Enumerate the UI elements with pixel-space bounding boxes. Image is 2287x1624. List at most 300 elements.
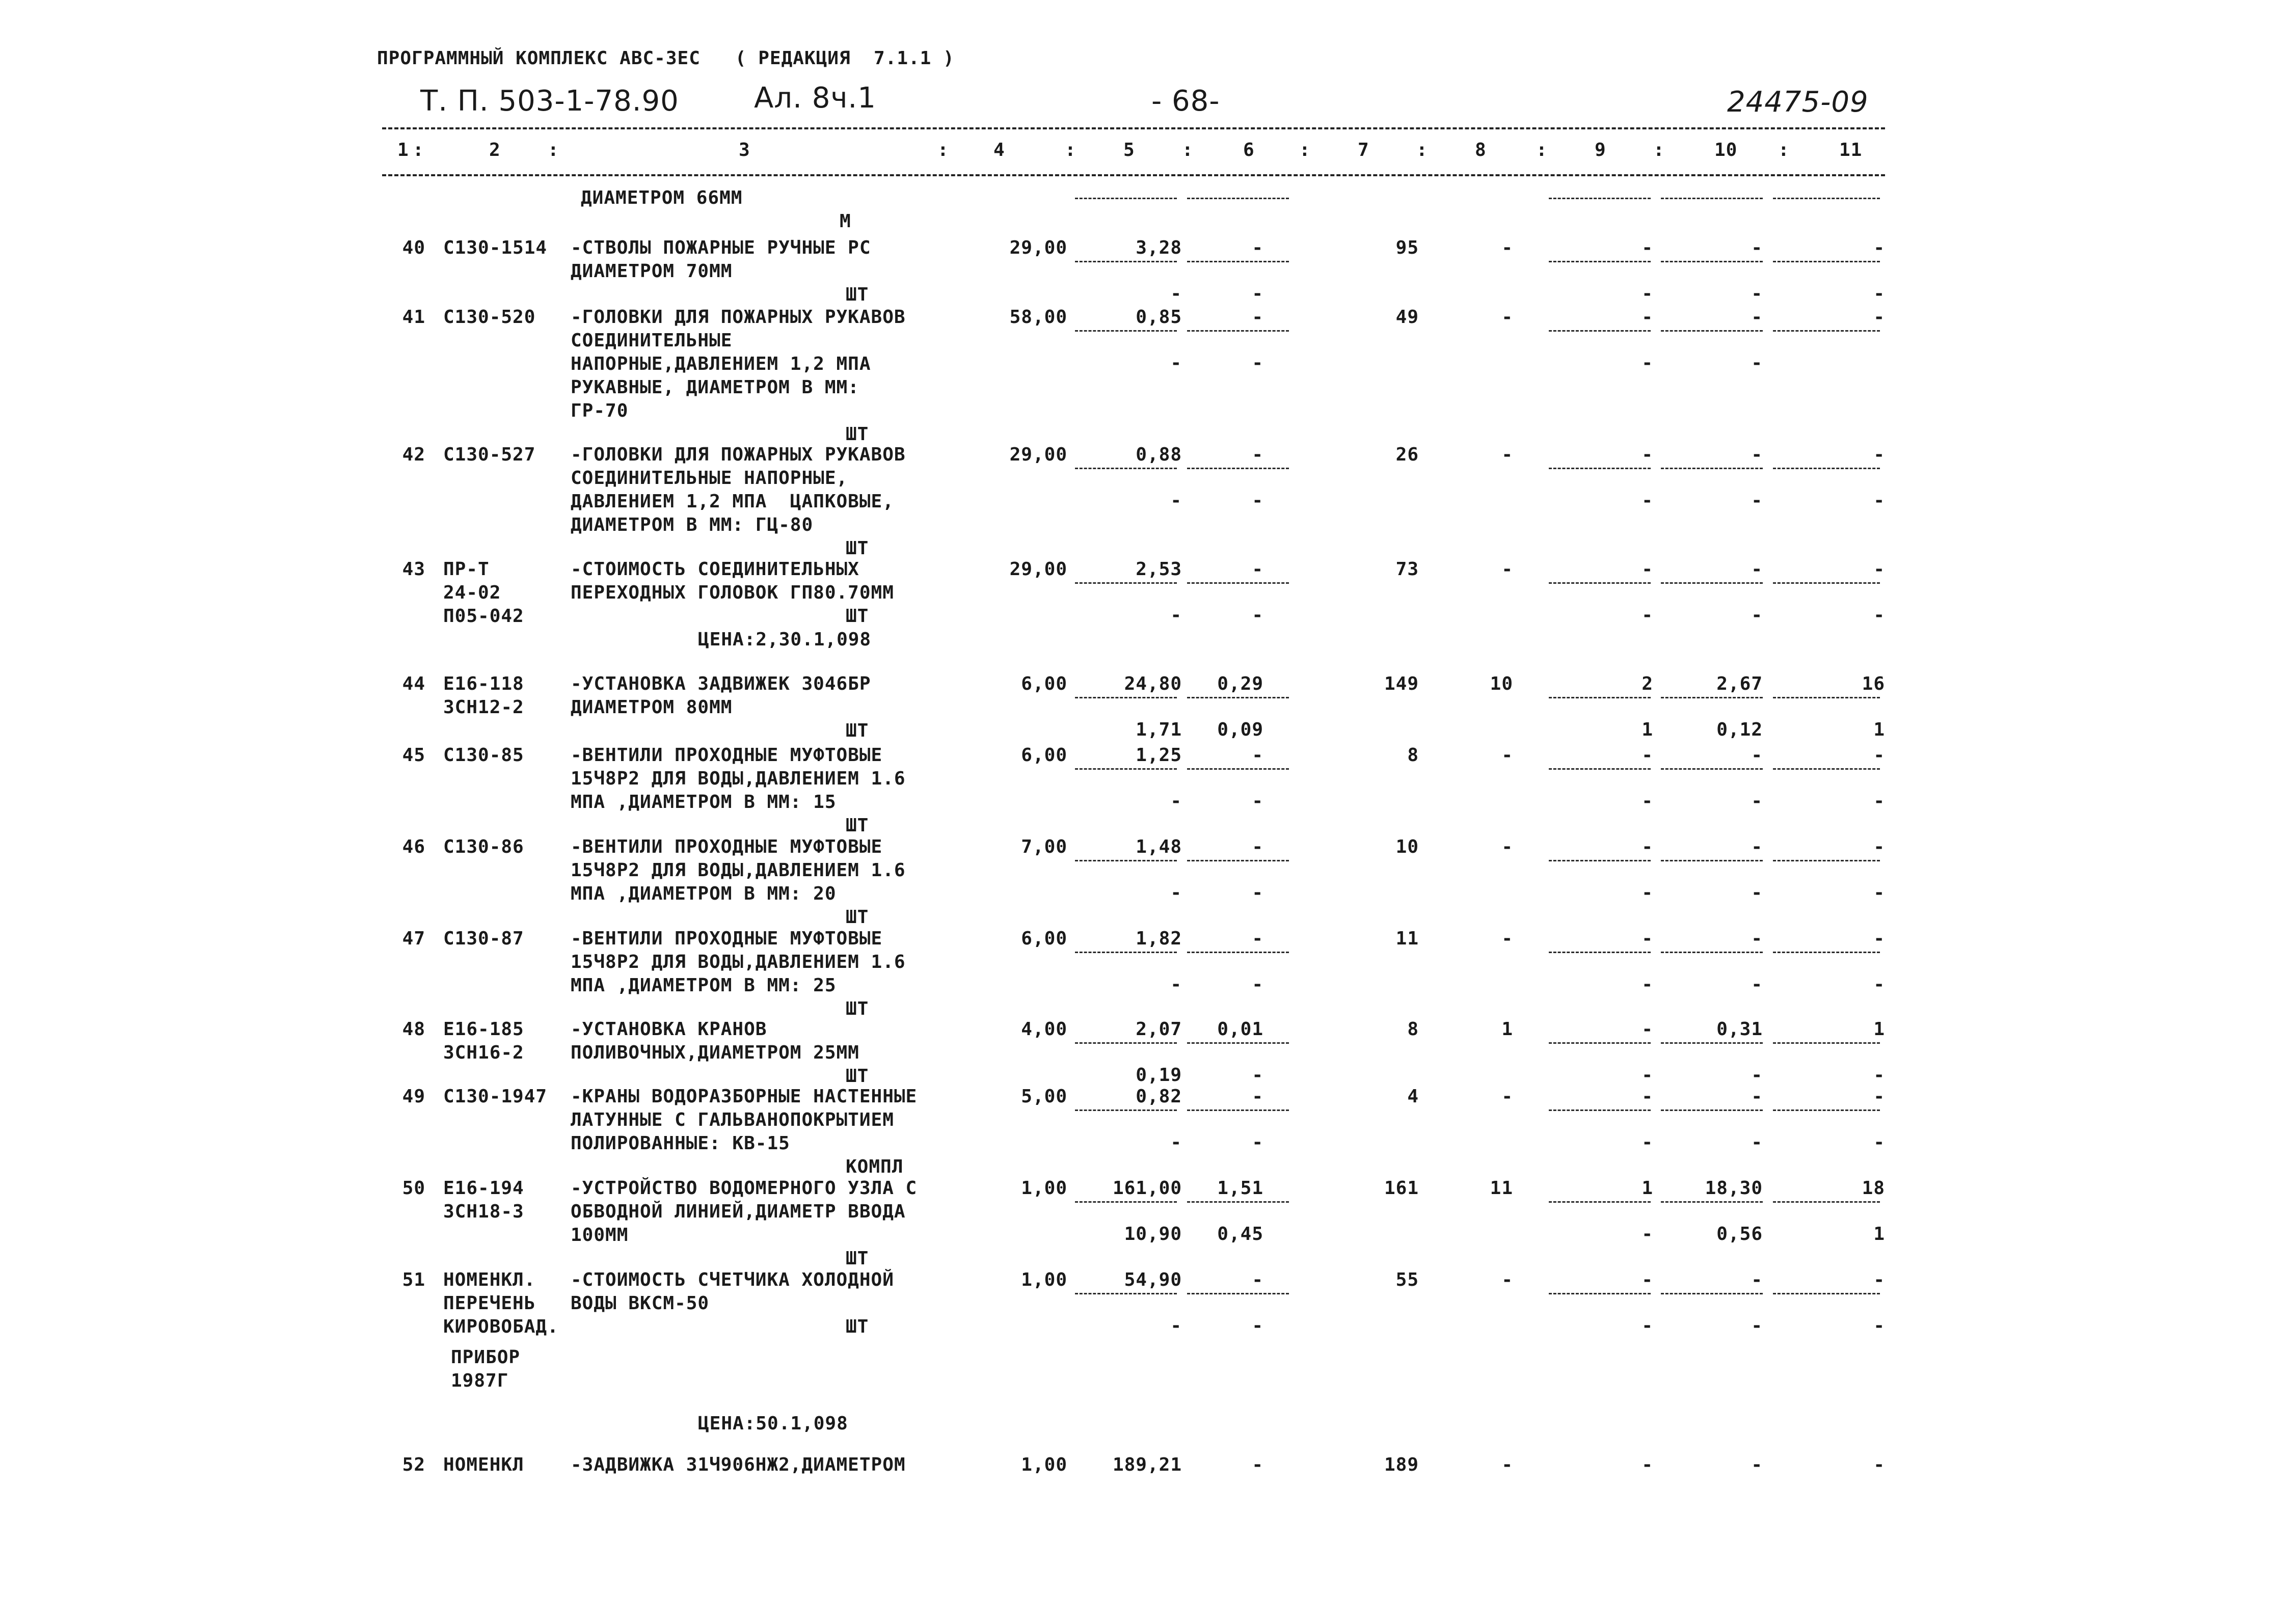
row-unit: ШТ bbox=[846, 284, 869, 305]
cell-sub11: - bbox=[1873, 974, 1885, 995]
cell-sub10: - bbox=[1751, 791, 1763, 811]
row-code: Е16-194 bbox=[443, 1178, 524, 1199]
column-separator: : bbox=[1065, 140, 1077, 160]
cell-dash-rule bbox=[1075, 330, 1177, 332]
row-unit: ШТ bbox=[846, 1066, 869, 1087]
row-unit: ШТ bbox=[846, 606, 869, 627]
cell-c6: 0,01 bbox=[1217, 1019, 1263, 1040]
cell-c11: - bbox=[1873, 559, 1885, 580]
column-separator: : bbox=[1416, 140, 1428, 160]
cell-dash-rule bbox=[1549, 768, 1651, 770]
cell-dash-rule bbox=[1773, 330, 1880, 332]
cell-dash-rule bbox=[1661, 330, 1763, 332]
cell-c11: - bbox=[1873, 928, 1885, 949]
column-separator: : bbox=[1778, 140, 1790, 160]
cell-c7: 161 bbox=[1384, 1178, 1419, 1199]
row-code: С130-87 bbox=[443, 928, 524, 949]
row-description: ПЕРЕХОДНЫХ ГОЛОВОК ГП80.70ММ bbox=[571, 582, 894, 603]
cell-sub6: - bbox=[1252, 353, 1263, 373]
cell-c6: - bbox=[1252, 928, 1263, 949]
cell-c11: - bbox=[1873, 836, 1885, 857]
cell-c5: 54,90 bbox=[1124, 1269, 1182, 1290]
cell-sub6: - bbox=[1252, 283, 1263, 304]
cell-dash-rule bbox=[1187, 860, 1289, 861]
row-unit: ШТ bbox=[846, 815, 869, 836]
cell-c10: 0,31 bbox=[1716, 1019, 1763, 1040]
cell-sub9: 1 bbox=[1642, 719, 1653, 740]
row-number: 42 bbox=[402, 444, 425, 465]
row-number: 44 bbox=[402, 673, 425, 694]
cell-c10: - bbox=[1751, 559, 1763, 580]
cell-sub11: 1 bbox=[1873, 719, 1885, 740]
cell-sub11: - bbox=[1873, 1065, 1885, 1086]
cell-dash-rule bbox=[1075, 768, 1177, 770]
cell-sub5: - bbox=[1170, 1315, 1182, 1336]
cell-dash-rule bbox=[1075, 582, 1177, 584]
column-separator: : bbox=[548, 140, 559, 160]
row-description: 15Ч8Р2 ДЛЯ ВОДЫ,ДАВЛЕНИЕМ 1.6 bbox=[571, 768, 906, 789]
cell-c9: - bbox=[1642, 836, 1653, 857]
row-code: 3СН12-2 bbox=[443, 697, 524, 718]
cell-dash-rule bbox=[1773, 1293, 1880, 1294]
column-number: 10 bbox=[1714, 140, 1738, 160]
cell-sub5: - bbox=[1170, 605, 1182, 626]
cell-dash-rule bbox=[1187, 697, 1289, 698]
cell-dash-rule bbox=[1661, 1201, 1763, 1203]
row-unit: ШТ bbox=[846, 538, 869, 559]
cell-sub11: - bbox=[1873, 1132, 1885, 1153]
row-number: 52 bbox=[402, 1454, 425, 1475]
cell-sub9: - bbox=[1642, 605, 1653, 626]
cell-c7: 95 bbox=[1395, 237, 1419, 258]
cell-c7: 8 bbox=[1407, 1019, 1419, 1040]
row-number: 51 bbox=[402, 1269, 425, 1290]
cell-sub10: - bbox=[1751, 605, 1763, 626]
cell-dash-rule bbox=[1075, 860, 1177, 861]
cell-c9: 1 bbox=[1642, 1178, 1653, 1199]
cell-c5: 3,28 bbox=[1136, 237, 1182, 258]
cell-c9: - bbox=[1642, 745, 1653, 766]
cell-qty: 1,00 bbox=[1021, 1178, 1067, 1199]
row-description: -СТОИМОСТЬ СЧЕТЧИКА ХОЛОДНОЙ bbox=[571, 1269, 894, 1290]
cell-dash-rule bbox=[1187, 1293, 1289, 1294]
cell-c8: - bbox=[1501, 444, 1513, 465]
cell-c10: - bbox=[1751, 1086, 1763, 1107]
row-description: ДИАМЕТРОМ 70ММ bbox=[571, 261, 733, 282]
cell-sub5: - bbox=[1170, 353, 1182, 373]
cell-dash-rule bbox=[1187, 468, 1289, 469]
row-code: Е16-118 bbox=[443, 673, 524, 694]
cell-c9: - bbox=[1642, 1269, 1653, 1290]
column-separator: : bbox=[937, 140, 949, 160]
cell-dash-rule bbox=[1773, 582, 1880, 584]
cell-sub9: - bbox=[1642, 974, 1653, 995]
doc-code: Т. П. 503-1-78.90 bbox=[420, 85, 679, 118]
cell-dash-rule bbox=[1661, 261, 1763, 262]
row-code: 24-02 bbox=[443, 582, 501, 603]
cell-dash-rule bbox=[1187, 1109, 1289, 1111]
row-description: 15Ч8Р2 ДЛЯ ВОДЫ,ДАВЛЕНИЕМ 1.6 bbox=[571, 860, 906, 881]
row-description: РУКАВНЫЕ, ДИАМЕТРОМ В ММ: bbox=[571, 377, 859, 398]
row-number: 49 bbox=[402, 1086, 425, 1107]
cell-sub11: - bbox=[1873, 605, 1885, 626]
row-description: -ВЕНТИЛИ ПРОХОДНЫЕ МУФТОВЫЕ bbox=[571, 928, 883, 949]
cell-dash-rule bbox=[1187, 330, 1289, 332]
row-description: ВОДЫ ВКСМ-50 bbox=[571, 1293, 710, 1314]
cell-sub9: - bbox=[1642, 490, 1653, 511]
cell-c8: - bbox=[1501, 1454, 1513, 1475]
cell-sub10: - bbox=[1751, 974, 1763, 995]
cell-c8: 11 bbox=[1490, 1178, 1513, 1199]
row-description: -ВЕНТИЛИ ПРОХОДНЫЕ МУФТОВЫЕ bbox=[571, 836, 883, 857]
cell-sub5: - bbox=[1170, 283, 1182, 304]
column-separator: : bbox=[1653, 140, 1665, 160]
cell-c9: - bbox=[1642, 1086, 1653, 1107]
page-number: - 68- bbox=[1151, 85, 1220, 118]
row-price: ЦЕНА:2,30.1,098 bbox=[698, 629, 872, 650]
cell-c7: 26 bbox=[1395, 444, 1419, 465]
row-description: -ГОЛОВКИ ДЛЯ ПОЖАРНЫХ РУКАВОВ bbox=[571, 444, 906, 465]
cell-c11: - bbox=[1873, 237, 1885, 258]
column-number: 5 bbox=[1123, 140, 1135, 160]
row-code: 3СН18-3 bbox=[443, 1201, 524, 1222]
cell-dash-rule bbox=[1773, 860, 1880, 861]
cell-c11: - bbox=[1873, 444, 1885, 465]
row-code: П05-042 bbox=[443, 606, 524, 627]
cell-qty: 5,00 bbox=[1021, 1086, 1067, 1107]
carry-over-dash bbox=[1549, 198, 1651, 199]
cell-c11: - bbox=[1873, 1454, 1885, 1475]
row-unit: ШТ bbox=[846, 998, 869, 1019]
cell-sub6: - bbox=[1252, 605, 1263, 626]
cell-sub10: - bbox=[1751, 353, 1763, 373]
cell-dash-rule bbox=[1661, 952, 1763, 953]
cell-c7: 11 bbox=[1395, 928, 1419, 949]
row-number: 40 bbox=[402, 237, 425, 258]
cell-sub6: 0,45 bbox=[1217, 1224, 1263, 1244]
cell-sub5: - bbox=[1170, 791, 1182, 811]
cell-dash-rule bbox=[1549, 1109, 1651, 1111]
row-description: НАПОРНЫЕ,ДАВЛЕНИЕМ 1,2 МПА bbox=[571, 354, 871, 374]
carry-over-dash bbox=[1187, 198, 1289, 199]
cell-dash-rule bbox=[1187, 582, 1289, 584]
cell-c8: - bbox=[1501, 559, 1513, 580]
cell-c9: - bbox=[1642, 1454, 1653, 1475]
cell-qty: 4,00 bbox=[1021, 1019, 1067, 1040]
cell-sub9: - bbox=[1642, 283, 1653, 304]
cell-dash-rule bbox=[1187, 1042, 1289, 1044]
row-description: ДИАМЕТРОМ В ММ: ГЦ-80 bbox=[571, 515, 814, 535]
row-number: 46 bbox=[402, 836, 425, 857]
row-code: КИРОВОБАД. bbox=[443, 1316, 559, 1337]
cell-c9: - bbox=[1642, 1019, 1653, 1040]
cell-c7: 10 bbox=[1395, 836, 1419, 857]
row-code: ПР-Т bbox=[443, 559, 490, 580]
row-description: МПА ,ДИАМЕТРОМ В ММ: 15 bbox=[571, 792, 837, 813]
column-separator: : bbox=[1536, 140, 1548, 160]
cell-sub11: - bbox=[1873, 490, 1885, 511]
cell-dash-rule bbox=[1773, 261, 1880, 262]
cell-qty: 29,00 bbox=[1009, 444, 1067, 465]
cell-sub11: - bbox=[1873, 882, 1885, 903]
cell-c10: - bbox=[1751, 444, 1763, 465]
column-separator: : bbox=[1182, 140, 1194, 160]
row-code: С130-520 bbox=[443, 307, 536, 328]
column-number: 3 bbox=[739, 140, 750, 160]
archive-number: 24475-09 bbox=[1727, 86, 1869, 119]
row-extra-note: 1987Г bbox=[451, 1370, 509, 1391]
row-number: 43 bbox=[402, 559, 425, 580]
row-unit: ШТ bbox=[846, 424, 869, 445]
cell-c10: - bbox=[1751, 237, 1763, 258]
carry-over-text: ДИАМЕТРОМ 66ММ bbox=[581, 187, 743, 208]
cell-c10: - bbox=[1751, 745, 1763, 766]
cell-sub10: 0,56 bbox=[1716, 1224, 1763, 1244]
cell-qty: 1,00 bbox=[1021, 1269, 1067, 1290]
cell-c6: - bbox=[1252, 307, 1263, 328]
row-code: С130-85 bbox=[443, 745, 524, 766]
row-extra-note: ПРИБОР bbox=[451, 1347, 521, 1368]
row-code: С130-86 bbox=[443, 836, 524, 857]
row-unit: ШТ bbox=[846, 1248, 869, 1269]
cell-sub11: - bbox=[1873, 1315, 1885, 1336]
cell-c8: 10 bbox=[1490, 673, 1513, 694]
row-number: 45 bbox=[402, 745, 425, 766]
cell-c7: 55 bbox=[1395, 1269, 1419, 1290]
cell-c6: 1,51 bbox=[1217, 1178, 1263, 1199]
row-description: ПОЛИВОЧНЫХ,ДИАМЕТРОМ 25ММ bbox=[571, 1042, 859, 1063]
cell-c10: 18,30 bbox=[1705, 1178, 1763, 1199]
row-code: НОМЕНКЛ. bbox=[443, 1269, 536, 1290]
cell-dash-rule bbox=[1075, 1201, 1177, 1203]
cell-c11: - bbox=[1873, 1086, 1885, 1107]
column-number: 7 bbox=[1358, 140, 1369, 160]
cell-c5: 0,85 bbox=[1136, 307, 1182, 328]
cell-c6: 0,29 bbox=[1217, 673, 1263, 694]
cell-qty: 7,00 bbox=[1021, 836, 1067, 857]
row-number: 50 bbox=[402, 1178, 425, 1199]
cell-sub6: - bbox=[1252, 490, 1263, 511]
row-code: 3СН16-2 bbox=[443, 1042, 524, 1063]
cell-c11: - bbox=[1873, 1269, 1885, 1290]
cell-c11: - bbox=[1873, 745, 1885, 766]
cell-dash-rule bbox=[1773, 697, 1880, 698]
row-code: С130-1947 bbox=[443, 1086, 548, 1107]
cell-sub9: - bbox=[1642, 791, 1653, 811]
cell-sub6: 0,09 bbox=[1217, 719, 1263, 740]
cell-sub6: - bbox=[1252, 1065, 1263, 1086]
row-description: СОЕДИНИТЕЛЬНЫЕ НАПОРНЫЕ, bbox=[571, 468, 848, 489]
cell-sub10: - bbox=[1751, 882, 1763, 903]
cell-sub10: - bbox=[1751, 1132, 1763, 1153]
cell-qty: 1,00 bbox=[1021, 1454, 1067, 1475]
cell-dash-rule bbox=[1661, 1042, 1763, 1044]
cell-dash-rule bbox=[1773, 952, 1880, 953]
row-description: ГР-70 bbox=[571, 400, 629, 421]
cell-c6: - bbox=[1252, 444, 1263, 465]
cell-qty: 29,00 bbox=[1009, 237, 1067, 258]
row-number: 48 bbox=[402, 1019, 425, 1040]
cell-sub9: - bbox=[1642, 353, 1653, 373]
cell-c6: - bbox=[1252, 559, 1263, 580]
cell-dash-rule bbox=[1187, 261, 1289, 262]
cell-dash-rule bbox=[1773, 1042, 1880, 1044]
column-number: 2 bbox=[489, 140, 501, 160]
cell-sub11: - bbox=[1873, 791, 1885, 811]
cell-c8: 1 bbox=[1501, 1019, 1513, 1040]
row-description: ОБВОДНОЙ ЛИНИЕЙ,ДИАМЕТР ВВОДА bbox=[571, 1201, 906, 1222]
cell-c10: - bbox=[1751, 836, 1763, 857]
cell-c11: 1 bbox=[1873, 1019, 1885, 1040]
cell-c10: - bbox=[1751, 928, 1763, 949]
cell-c8: - bbox=[1501, 928, 1513, 949]
cell-sub11: - bbox=[1873, 283, 1885, 304]
cell-dash-rule bbox=[1661, 1293, 1763, 1294]
column-separator: : bbox=[413, 140, 424, 160]
cell-c8: - bbox=[1501, 1086, 1513, 1107]
cell-c9: - bbox=[1642, 559, 1653, 580]
cell-c7: 73 bbox=[1395, 559, 1419, 580]
cell-dash-rule bbox=[1549, 1293, 1651, 1294]
cell-sub5: - bbox=[1170, 974, 1182, 995]
cell-dash-rule bbox=[1549, 860, 1651, 861]
cell-c11: 16 bbox=[1862, 673, 1885, 694]
cell-sub6: - bbox=[1252, 974, 1263, 995]
cell-c8: - bbox=[1501, 237, 1513, 258]
row-description: ДАВЛЕНИЕМ 1,2 МПА ЦАПКОВЫЕ, bbox=[571, 491, 894, 512]
cell-dash-rule bbox=[1661, 582, 1763, 584]
cell-c8: - bbox=[1501, 307, 1513, 328]
column-number: 8 bbox=[1475, 140, 1487, 160]
album-label: Ал. 8ч.1 bbox=[754, 82, 876, 115]
cell-c6: - bbox=[1252, 745, 1263, 766]
cell-dash-rule bbox=[1075, 1042, 1177, 1044]
cell-c5: 24,80 bbox=[1124, 673, 1182, 694]
cell-dash-rule bbox=[1661, 768, 1763, 770]
row-unit: ШТ bbox=[846, 720, 869, 741]
carry-over-dash bbox=[1661, 198, 1763, 199]
cell-dash-rule bbox=[1075, 1109, 1177, 1111]
cell-dash-rule bbox=[1549, 261, 1651, 262]
cell-c9: 2 bbox=[1642, 673, 1653, 694]
cell-dash-rule bbox=[1075, 697, 1177, 698]
cell-c9: - bbox=[1642, 444, 1653, 465]
row-description: -СТОИМОСТЬ СОЕДИНИТЕЛЬНЫХ bbox=[571, 559, 859, 580]
row-code: Е16-185 bbox=[443, 1019, 524, 1040]
cell-c7: 49 bbox=[1395, 307, 1419, 328]
cell-sub6: - bbox=[1252, 882, 1263, 903]
row-code: ПЕРЕЧЕНЬ bbox=[443, 1293, 536, 1314]
cell-c10: - bbox=[1751, 1454, 1763, 1475]
cell-c7: 149 bbox=[1384, 673, 1419, 694]
cell-sub10: - bbox=[1751, 490, 1763, 511]
row-unit: КОМПЛ bbox=[846, 1156, 904, 1177]
row-number: 41 bbox=[402, 307, 425, 328]
cell-c8: - bbox=[1501, 745, 1513, 766]
column-number: 11 bbox=[1839, 140, 1863, 160]
cell-c6: - bbox=[1252, 237, 1263, 258]
cell-dash-rule bbox=[1075, 468, 1177, 469]
row-code: С130-1514 bbox=[443, 237, 548, 258]
row-number: 47 bbox=[402, 928, 425, 949]
cell-sub6: - bbox=[1252, 1315, 1263, 1336]
cell-c11: - bbox=[1873, 307, 1885, 328]
cell-sub5: - bbox=[1170, 1132, 1182, 1153]
cell-c10: 2,67 bbox=[1716, 673, 1763, 694]
cell-c7: 4 bbox=[1407, 1086, 1419, 1107]
cell-dash-rule bbox=[1549, 1042, 1651, 1044]
cell-c10: - bbox=[1751, 1269, 1763, 1290]
cell-c9: - bbox=[1642, 928, 1653, 949]
cell-c9: - bbox=[1642, 237, 1653, 258]
row-description: ПОЛИРОВАННЫЕ: КВ-15 bbox=[571, 1133, 790, 1154]
cell-qty: 58,00 bbox=[1009, 307, 1067, 328]
cell-dash-rule bbox=[1661, 697, 1763, 698]
cell-dash-rule bbox=[1773, 1201, 1880, 1203]
program-header: ПРОГРАММНЫЙ КОМПЛЕКС АВС-3ЕС ( РЕДАКЦИЯ 7.1.1 ) bbox=[377, 48, 955, 69]
cell-c5: 2,07 bbox=[1136, 1019, 1182, 1040]
header-rule-bottom bbox=[382, 174, 1885, 176]
cell-sub5: 1,71 bbox=[1136, 719, 1182, 740]
cell-c5: 1,25 bbox=[1136, 745, 1182, 766]
cell-dash-rule bbox=[1773, 768, 1880, 770]
cell-dash-rule bbox=[1549, 1201, 1651, 1203]
row-description: -СТВОЛЫ ПОЖАРНЫЕ РУЧНЫЕ РС bbox=[571, 237, 871, 258]
cell-sub10: - bbox=[1751, 1315, 1763, 1336]
cell-c5: 161,00 bbox=[1112, 1178, 1182, 1199]
cell-dash-rule bbox=[1549, 697, 1651, 698]
row-description: -КРАНЫ ВОДОРАЗБОРНЫЕ НАСТЕННЫЕ bbox=[571, 1086, 918, 1107]
cell-dash-rule bbox=[1075, 1293, 1177, 1294]
cell-c11: 18 bbox=[1862, 1178, 1885, 1199]
cell-dash-rule bbox=[1549, 952, 1651, 953]
cell-dash-rule bbox=[1661, 860, 1763, 861]
row-description: -УСТАНОВКА КРАНОВ bbox=[571, 1019, 767, 1040]
row-code: С130-527 bbox=[443, 444, 536, 465]
cell-dash-rule bbox=[1549, 330, 1651, 332]
cell-dash-rule bbox=[1549, 582, 1651, 584]
row-description: -ЗАДВИЖКА 31Ч906НЖ2,ДИАМЕТРОМ bbox=[571, 1454, 906, 1475]
cell-sub5: - bbox=[1170, 882, 1182, 903]
cell-sub10: - bbox=[1751, 283, 1763, 304]
cell-sub9: - bbox=[1642, 1132, 1653, 1153]
cell-dash-rule bbox=[1187, 768, 1289, 770]
cell-c6: - bbox=[1252, 1454, 1263, 1475]
row-description: 15Ч8Р2 ДЛЯ ВОДЫ,ДАВЛЕНИЕМ 1.6 bbox=[571, 952, 906, 972]
cell-c5: 0,88 bbox=[1136, 444, 1182, 465]
cell-c6: - bbox=[1252, 1086, 1263, 1107]
row-description: ЛАТУННЫЕ С ГАЛЬВАНОПОКРЫТИЕМ bbox=[571, 1109, 894, 1130]
row-description: 100ММ bbox=[571, 1225, 629, 1246]
header-rule-top bbox=[382, 127, 1885, 129]
cell-dash-rule bbox=[1549, 468, 1651, 469]
row-description: -ГОЛОВКИ ДЛЯ ПОЖАРНЫХ РУКАВОВ bbox=[571, 307, 906, 328]
cell-c5: 0,82 bbox=[1136, 1086, 1182, 1107]
cell-qty: 6,00 bbox=[1021, 745, 1067, 766]
cell-sub6: - bbox=[1252, 1132, 1263, 1153]
cell-c8: - bbox=[1501, 1269, 1513, 1290]
cell-c9: - bbox=[1642, 307, 1653, 328]
cell-dash-rule bbox=[1773, 468, 1880, 469]
row-description: -ВЕНТИЛИ ПРОХОДНЫЕ МУФТОВЫЕ bbox=[571, 745, 883, 766]
cell-c8: - bbox=[1501, 836, 1513, 857]
row-unit: ШТ bbox=[846, 907, 869, 928]
column-number: 4 bbox=[993, 140, 1005, 160]
cell-sub6: - bbox=[1252, 791, 1263, 811]
cell-c7: 189 bbox=[1384, 1454, 1419, 1475]
carry-over-dash bbox=[1075, 198, 1177, 199]
column-separator: : bbox=[1299, 140, 1311, 160]
